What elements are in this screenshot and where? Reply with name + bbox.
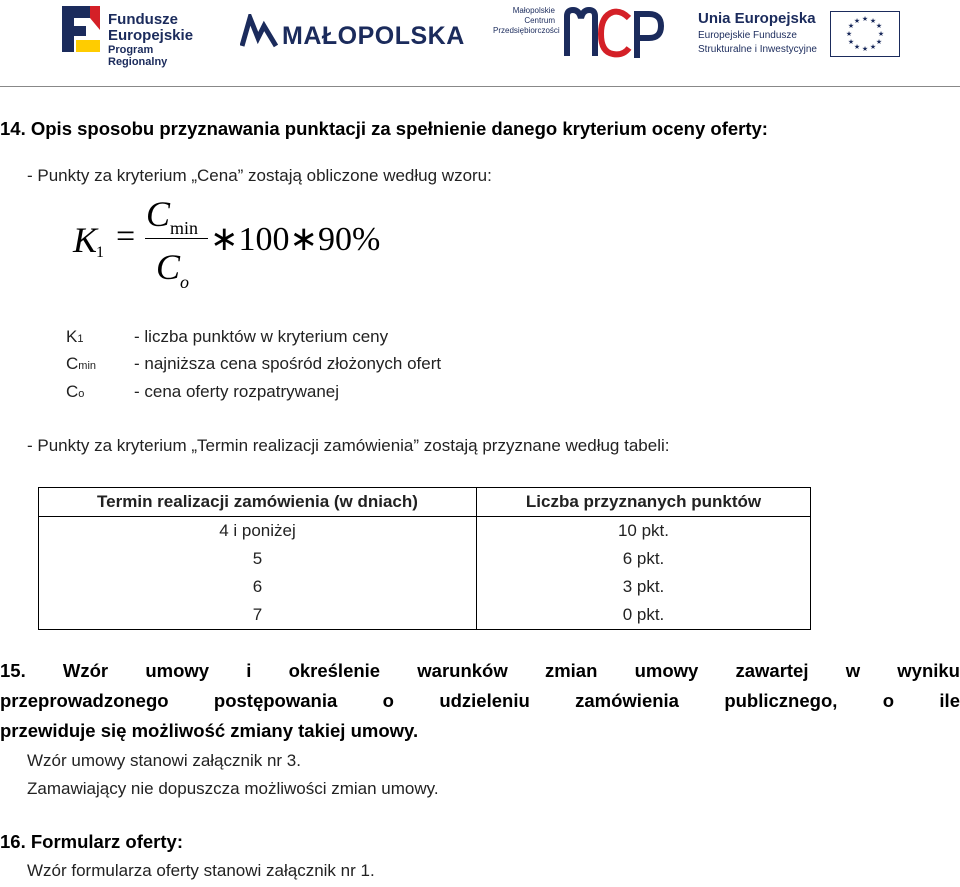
- svg-text:★: ★: [861, 15, 869, 23]
- table-cell-points: 3 pkt.: [477, 573, 811, 601]
- svg-text:★: ★: [847, 38, 855, 46]
- fundusze-europejskie-icon: [60, 4, 102, 54]
- svg-text:★: ★: [853, 43, 861, 51]
- legend-desc-cmin: - najniższa cena spośród złożonych ofert: [134, 354, 442, 373]
- price-criterion-intro: - Punkty za kryterium „Cena” zostają obliczone według wzoru:: [27, 166, 492, 185]
- formula-equals: =: [116, 218, 136, 255]
- legend-desc-co: - cena oferty rozpatrywanej: [134, 382, 340, 401]
- legend-sym-k1: K1: [66, 327, 84, 346]
- section-15-paragraph-2: Zamawiający nie dopuszcza możliwości zmian umowy.: [27, 779, 439, 798]
- svg-text:★: ★: [875, 38, 883, 46]
- deadline-points-table: [38, 487, 811, 630]
- formula-k-sub: 1: [96, 244, 104, 261]
- mcp-line1: Małopolskie: [512, 6, 555, 15]
- table-cell-points: 10 pkt.: [477, 517, 811, 546]
- table-header-deadline: Termin realizacji zamówienia (w dniach): [39, 488, 477, 517]
- table-row: [39, 545, 811, 573]
- fe-title-line1: Fundusze: [108, 11, 178, 28]
- section-15-paragraph-1: Wzór umowy stanowi załącznik nr 3.: [27, 751, 301, 770]
- malopolska-mountain-icon: [240, 14, 278, 48]
- table-cell-deadline: 4 i poniżej: [39, 517, 477, 546]
- mcp-line2: Centrum: [524, 16, 555, 25]
- ue-title: Unia Europejska: [698, 10, 816, 27]
- table-cell-points: 0 pkt.: [477, 601, 811, 630]
- legend-sym-co: Co: [66, 382, 85, 401]
- formula-fraction-bar: [145, 238, 208, 239]
- svg-text:★: ★: [853, 17, 861, 25]
- section-15-title-line3: przewiduje się możliwość zmiany takiej umowy.: [0, 720, 419, 741]
- svg-text:★: ★: [861, 45, 869, 53]
- ue-line3: Strukturalne i Inwestycyjne: [698, 44, 817, 55]
- table-header-points: Liczba przyznanych punktów: [477, 488, 811, 517]
- table-row: [39, 573, 811, 601]
- formula-numerator-sub: min: [170, 218, 199, 238]
- section-15-title-line2: przeprowadzonego postępowania o udzieleniu zamówienia publicznego, o ile: [0, 690, 960, 711]
- svg-text:★: ★: [847, 22, 855, 30]
- table-cell-deadline: 5: [39, 545, 477, 573]
- formula-multiplier: ∗100∗90%: [210, 221, 381, 258]
- svg-text:★: ★: [877, 30, 885, 38]
- formula-denominator: C: [156, 247, 181, 287]
- section-15-title-line1: 15. Wzór umowy i określenie warunków zmian umowy zawartej w wyniku: [0, 660, 960, 681]
- section-14-title: 14. Opis sposobu przyznawania punktacji za spełnienie danego kryterium oceny oferty:: [0, 118, 768, 139]
- fe-subtitle: Program Regionalny: [108, 44, 168, 68]
- table-row: [39, 601, 811, 630]
- logo-malopolska: [240, 12, 470, 52]
- table-row: [39, 517, 811, 546]
- logo-fundusze-europejskie: [60, 4, 210, 68]
- formula-denominator-sub: o: [180, 272, 189, 292]
- legend-desc-k1: - liczba punktów w kryterium ceny: [134, 327, 389, 346]
- svg-text:★: ★: [845, 30, 853, 38]
- svg-text:★: ★: [875, 22, 883, 30]
- svg-text:★: ★: [869, 17, 877, 25]
- section-16-paragraph-1: Wzór formularza oferty stanowi załącznik nr 1.: [27, 861, 375, 880]
- svg-text:★: ★: [869, 43, 877, 51]
- mcp-line3: Przedsiębiorczości: [493, 26, 560, 35]
- logo-unia-europejska: [685, 4, 900, 60]
- malopolska-text: MAŁOPOLSKA: [282, 22, 465, 50]
- mcp-mark-icon: [561, 6, 665, 60]
- fe-title-line2: Europejskie: [108, 27, 194, 44]
- table-cell-points: 6 pkt.: [477, 545, 811, 573]
- header-divider: [0, 86, 960, 87]
- section-16-title: 16. Formularz oferty:: [0, 831, 183, 852]
- formula-k: K: [73, 220, 98, 260]
- table-header-row: [39, 488, 811, 517]
- ue-line2: Europejskie Fundusze: [698, 30, 797, 41]
- eu-flag-icon: [830, 11, 900, 57]
- logo-mcp: [493, 6, 665, 60]
- formula-numerator: C: [146, 194, 171, 234]
- deadline-criterion-intro: - Punkty za kryterium „Termin realizacji zamówienia” zostają przyznane według tabeli:: [27, 436, 670, 455]
- legend-sym-cmin: Cmin: [66, 354, 97, 373]
- table-cell-deadline: 7: [39, 601, 477, 630]
- table-cell-deadline: 6: [39, 573, 477, 601]
